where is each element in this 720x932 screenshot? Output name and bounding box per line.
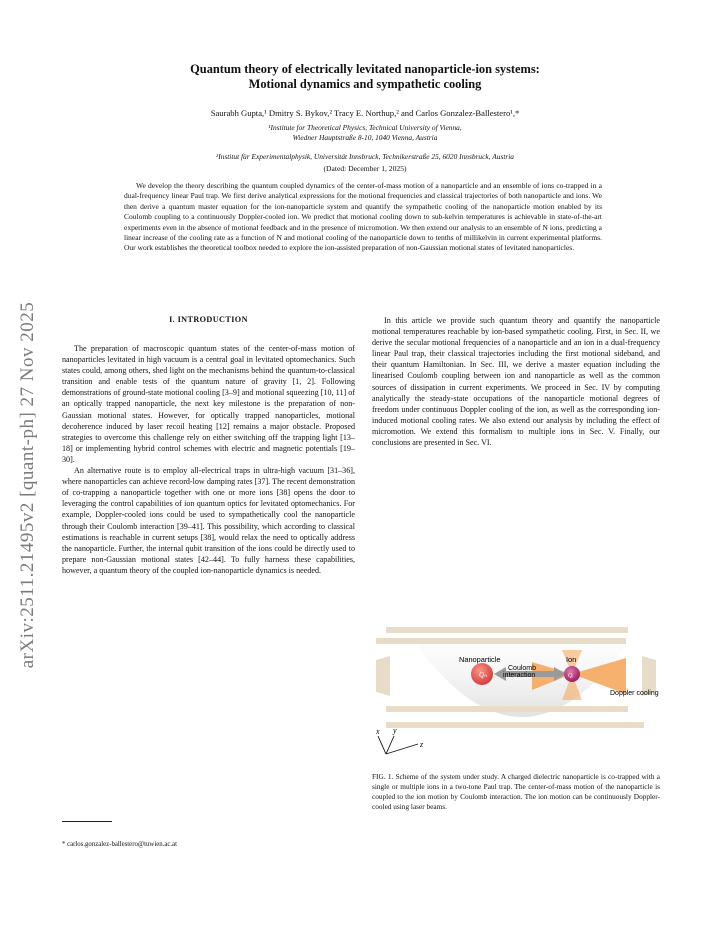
charge-label-ion: Qᵢ: [568, 673, 574, 679]
figure-1-caption: FIG. 1. Scheme of the system under study. A charged dielectric nanoparticle is co-trapped with a single or multiple ions in a two-tone Paul trap. The center-of-mass motion of the nanoparticle is coupled to the ion motion by Coulomb interaction. The ion motion can be continuously Doppler-cooled using laser beams.: [372, 772, 660, 811]
paper-title: Quantum theory of electrically levitated nanoparticle-ion systems: Motional dynamics and sympathetic cooling: [190, 62, 540, 91]
intro-paragraph-1: The preparation of macroscopic quantum states of the center-of-mass motion of nanoparticles levitated in high vacuum is a central goal in levitated optomechanics. Such states could, among others, shed light on the mechanisms behind the quantum-to-classical transition and enable tests of the quantum nature of gravity [1, 2]. Following demonstrations of ground-state motional cooling [3–9] and motional squeezing [10, 11] of an optically trapped nanoparticle, the next key milestone is the preparation of non-Gaussian motional states. However, for optically trapped nanoparticles, motional decoherence induced by laser recoil heating [12] remains a major obstacle. Proposed strategies to overcome this challenge rely on either switching off the trapping light [13–18] or implementing hybrid control schemes with electric and magnetic potentials [19–30].: [62, 344, 355, 464]
abstract: We develop the theory describing the quantum coupled dynamics of the center-of-mass motion of a nanoparticle and an ensemble of ions co-trapped in a dual-frequency linear Paul trap. We first derive analytical expressions for the motional frequencies and classical trajectories of both nanoparticle and ions. We then derive a quantum master equation for the ion-nanoparticle system and quantify the sympathetic cooling of the nanoparticle motion enabled by its Coulomb coupling to a continuously Doppler-cooled ion. We predict that motional cooling down to sub-kelvin temperatures is achievable in state-of-the-art experiments even in the absence of motional feedback and in the presence of micromotion. We then extend our analysis to an ensemble of N ions, predicting a linear increase of the cooling rate as a function of N and motional cooling of the nanoparticle down to tenths of millikelvin in current experimental platforms. Our work establishes the theoretical toolbox needed to explore the ion-assisted preparation of non-Gaussian motional states of levitated nanoparticles.: [124, 181, 602, 253]
dated-line: (Dated: December 1, 2025): [323, 164, 407, 173]
label-interaction: interaction: [503, 672, 536, 679]
label-ion: Ion: [566, 655, 577, 664]
footnote-divider: [62, 821, 112, 822]
axis-y-label: y: [393, 726, 397, 735]
left-endcap-electrode: [376, 656, 390, 696]
affiliation-2: ²Institut für Experimentalphysik, Universität Innsbruck, Technikerstraße 25, 6020 Innsbruck, Austria: [215, 152, 514, 161]
arxiv-identifier: arXiv:2511.21495v2 [quant-ph] 27 Nov 2025: [17, 301, 38, 669]
label-nanoparticle: Nanoparticle: [459, 655, 501, 664]
intro-paragraph-2: An alternative route is to employ all-electrical traps in ultra-high vacuum [31–36], where nanoparticles can achieve record-low damping rates [37]. The recent demonstration of co-trapping a nanoparticle together with one or more ions [38] opens the door to leveraging the control capabilities of ion quantum optics for levitated optomechanics. For example, Doppler-cooled ions could be used to sympathetically cool the nanoparticle through their Coulomb interaction [39–41]. This possibility, which according to classical estimations is reachable in current setups [38], would relax the need to optically address the nanoparticle. Further, the internal qubit transition of the ions could be directly used to prepare non-Gaussian motional states [42–44]. To fully harness these capabilities, however, a quantum theory of the coupled ion-nanoparticle dynamics is needed.: [62, 466, 355, 575]
author-list: Saurabh Gupta,¹ Dmitry S. Bykov,² Tracy E. Northup,² and Carlos Gonzalez-Ballestero¹,*: [210, 108, 520, 118]
left-column: [62, 343, 355, 576]
corresponding-author-footnote: * carlos.gonzalez-ballestero@tuwien.ac.at: [62, 841, 177, 848]
bottom-electrode-front: [386, 722, 644, 728]
label-coulomb: Coulomb: [508, 665, 537, 672]
section-heading-introduction: I. INTRODUCTION: [169, 315, 248, 324]
affiliation-1: ¹Institute for Theoretical Physics, Technical University of Vienna, Wiedner Hauptstraße 8-10, 1040 Vienna, Austria: [268, 123, 462, 142]
coordinate-axes: [378, 736, 418, 754]
top-electrode-front: [376, 638, 626, 644]
top-electrode-back: [386, 627, 628, 633]
label-doppler-cooling: Doppler cooling: [610, 690, 659, 697]
axis-z-label: z: [420, 740, 424, 749]
intro-paragraph-3: In this article we provide such quantum theory and quantify the nanoparticle motional temperatures reachable by ion-based sympathetic cooling. First, in Sec. II, we derive the secular motional frequencies of a nanoparticle and an ion in a dual-frequency linear Paul trap, their classical trajectories including the first motional sideband, and their quantum Hamiltonian. In Sec. III, we derive a master equation including the linearised Coulomb coupling between ion and nanoparticle as well as the common sources of dissipation in current experiments. We proceed in Sec. IV by computing analytically the steady-state occupations of the nanoparticle motional degrees of freedom under continuous Doppler cooling of the ion, as well as the corresponding ion-induced motional cooling rates. We also extend our analysis by including the effect of micromotion. We extend this formalism to multiple ions in Sec. V. Finally, our conclusions are presented in Sec. VI.: [372, 316, 660, 448]
bottom-electrode-back: [386, 706, 628, 712]
charge-label-nanoparticle: Qₙ: [479, 671, 487, 679]
figure-1-scheme: [372, 620, 660, 758]
axis-x-label: x: [376, 727, 380, 736]
right-column: [372, 315, 660, 448]
